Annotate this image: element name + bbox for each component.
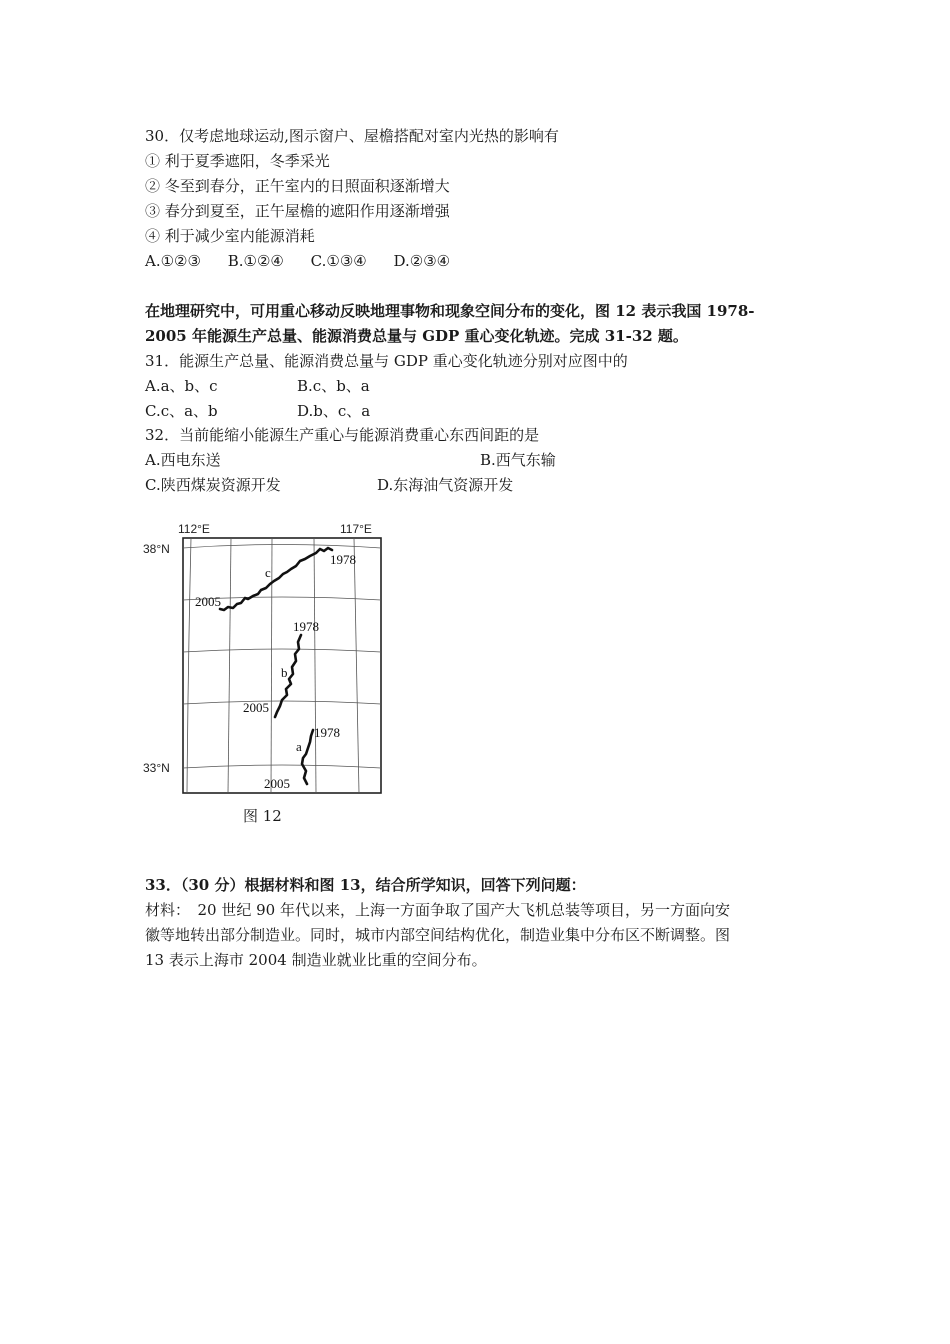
track-b-end-label: 2005 — [243, 700, 269, 715]
q30-option-c: C.①③④ — [310, 252, 367, 270]
q30-option-b: B.①②④ — [227, 252, 284, 270]
q30-item-1: ① 利于夏季遮阳，冬季采光 — [145, 152, 330, 170]
track-c-end-label: 2005 — [195, 594, 221, 609]
q32-option-b: B.西气东输 — [480, 451, 556, 469]
figure-12-caption: 图 12 — [243, 807, 282, 825]
track-c-start-label: 1978 — [330, 552, 356, 567]
q32-option-a: A.西电东送 — [145, 451, 221, 469]
lon-left-label: 112°E — [178, 522, 210, 536]
track-b-start-label: 1978 — [293, 619, 319, 634]
track-b — [275, 635, 301, 717]
q33-stem: 33．（30 分）根据材料和图 13，结合所学知识，回答下列问题： — [145, 876, 586, 894]
q33-material-line-2: 徽等地转出部分制造业。同时，城市内部空间结构优化，制造业集中分布区不断调整。图 — [145, 926, 731, 944]
track-c-letter: c — [265, 565, 271, 580]
track-c — [220, 548, 332, 610]
q31-option-a: A.a、b、c — [145, 377, 218, 395]
track-a-letter: a — [296, 739, 302, 754]
q30-item-4: ④ 利于减少室内能源消耗 — [145, 227, 315, 245]
q30-option-a: A.①②③ — [145, 252, 201, 270]
intro-line-2: 2005 年能源生产总量、能源消费总量与 GDP 重心变化轨迹。完成 31-32 题。 — [145, 327, 688, 345]
track-a-start-label: 1978 — [314, 725, 340, 740]
q32-option-d: D.东海油气资源开发 — [377, 476, 514, 494]
q31-option-d: D.b、c、a — [297, 402, 371, 420]
q31-option-c: C.c、a、b — [145, 402, 218, 420]
figure-12-map — [140, 518, 390, 803]
q30-item-2: ② 冬至到春分，正午室内的日照面积逐渐增大 — [145, 177, 450, 195]
lon-right-label: 117°E — [340, 522, 372, 536]
q32-stem: 32．当前能缩小能源生产重心与能源消费重心东西间距的是 — [145, 426, 540, 444]
q33-material-line-1: 材料： 20 世纪 90 年代以来，上海一方面争取了国产大飞机总装等项目，另一方面向安 — [145, 901, 730, 919]
track-a — [302, 730, 313, 784]
q30-options — [145, 251, 472, 271]
q32-option-c: C.陕西煤炭资源开发 — [145, 476, 281, 494]
q30-item-3: ③ 春分到夏至，正午屋檐的遮阳作用逐渐增强 — [145, 202, 450, 220]
track-a-end-label: 2005 — [264, 776, 290, 791]
lat-bottom-label: 33°N — [143, 761, 170, 775]
lat-top-label: 38°N — [143, 542, 170, 556]
q31-option-b: B.c、b、a — [297, 377, 370, 395]
q33-material-line-3: 13 表示上海市 2004 制造业就业比重的空间分布。 — [145, 951, 487, 969]
q31-stem: 31．能源生产总量、能源消费总量与 GDP 重心变化轨迹分别对应图中的 — [145, 352, 628, 370]
intro-line-1: 在地理研究中，可用重心移动反映地理事物和现象空间分布的变化，图 12 表示我国 1978- — [145, 302, 755, 320]
q30-stem: 30．仅考虑地球运动,图示窗户、屋檐搭配对室内光热的影响有 — [145, 127, 559, 145]
q30-option-d: D.②③④ — [393, 252, 451, 270]
track-b-letter: b — [281, 665, 288, 680]
